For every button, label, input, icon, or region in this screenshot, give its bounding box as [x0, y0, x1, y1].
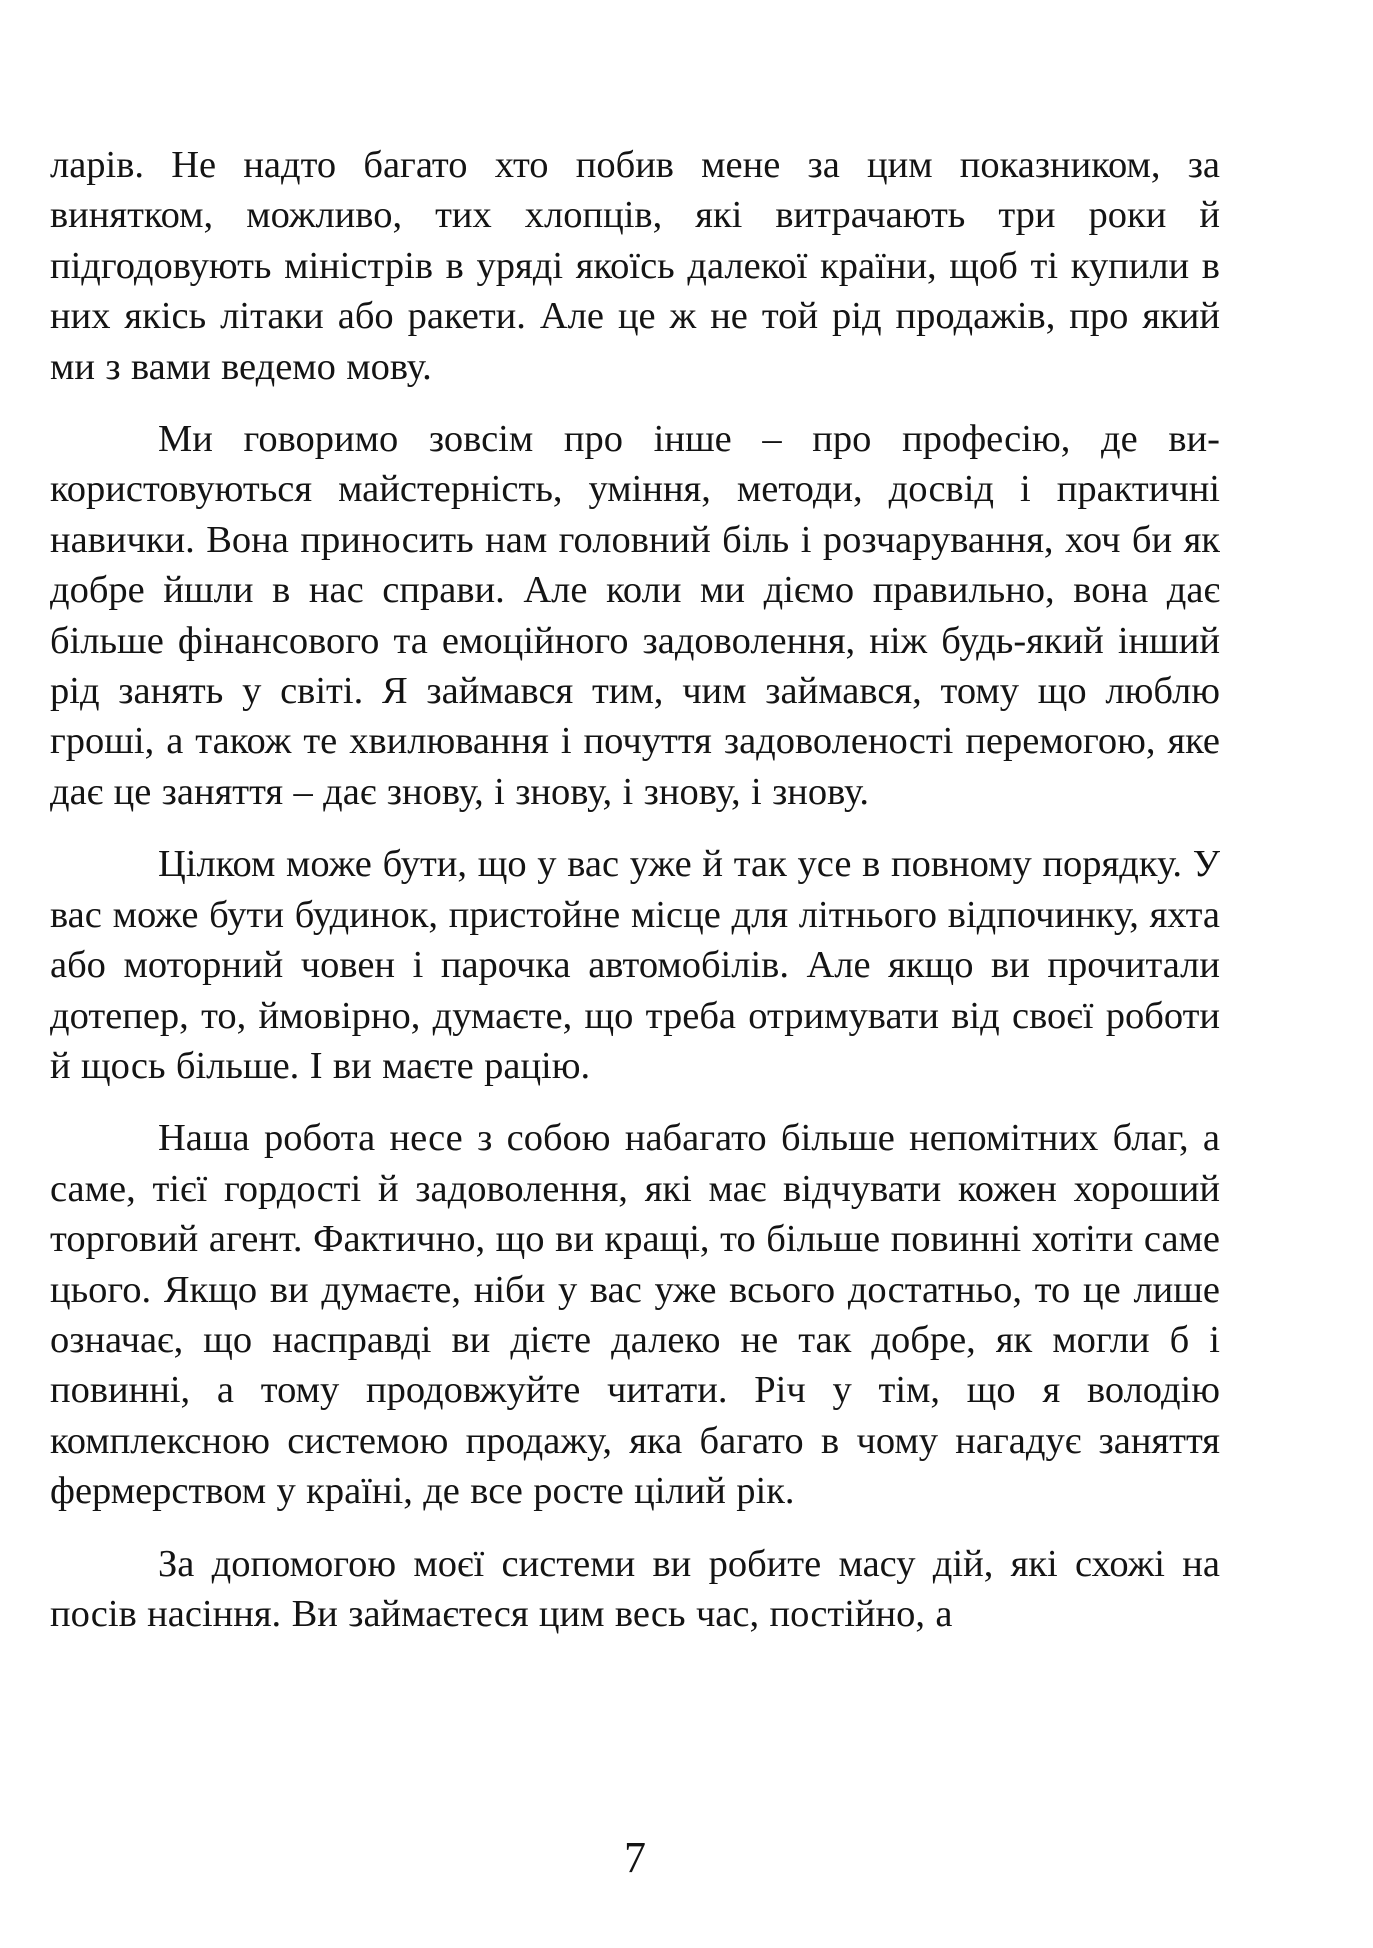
- paragraph-4: Наша робота несе з собою набагато більше непомітних благ, а саме, тієї гордості й задоволення, які має відчувати кожен хороший торговий агент. Фактично, що ви кращі, то більше повинні хотіти саме цього. Якщо ви думаєте, ніби у вас уже всього достатньо, то це лише означає, що насправді ви дієте далеко не так добре, як могли б і повинні, а тому продовжуйте читати. Річ у тім, що я володію комплексною системою продажу, яка багато в чому нагадує заняття фермерством у країні, де все росте цілий рік.: [50, 1117, 1220, 1513]
- paragraph-5: За допомогою моєї системи ви робите масу дій, які схожі на посів насіння. Ви займаєтеся цим весь час, постійно, а: [50, 1542, 1220, 1635]
- page-number: 7: [624, 1833, 646, 1882]
- paragraph-2: Ми говоримо зовсім про інше – про професію, де використовуються майстерність, уміння, методи, досвід і практичні навички. Вона приносить нам головний біль і розчарування, хоч би як добре йшли в нас справи. Але коли ми діємо правильно, вона дає більше фінансового та емоційного задоволення, ніж будь-який інший рід занять у світі. Я займався тим, чим займався, тому що люблю гроші, а також те хвилювання і почуття задоволеності перемогою, яке дає це заняття – дає знову, і знову, і знову, і знову.: [50, 418, 1220, 813]
- paragraph-1: ларів. Не надто багато хто побив мене за цим показником, за винятком, можливо, тих хлопців, які витрачають три роки й підгодовують міністрів в уряді якоїсь далекої країни, щоб ті купили в них якісь літаки або ракети. Але це ж не той рід продажів, про який ми з вами ведемо мову.: [50, 144, 1220, 388]
- page-body: [50, 140, 1220, 1661]
- paragraph-3: Цілком може бути, що у вас уже й так усе в повному порядку. У вас може бути будинок, пристойне місце для літнього відпочинку, яхта або моторний човен і парочка автомобілів. Але якщо ви прочитали дотепер, то, ймовірно, думаєте, що треба отримувати від своєї роботи й щось більше. І ви маєте рацію.: [50, 843, 1220, 1087]
